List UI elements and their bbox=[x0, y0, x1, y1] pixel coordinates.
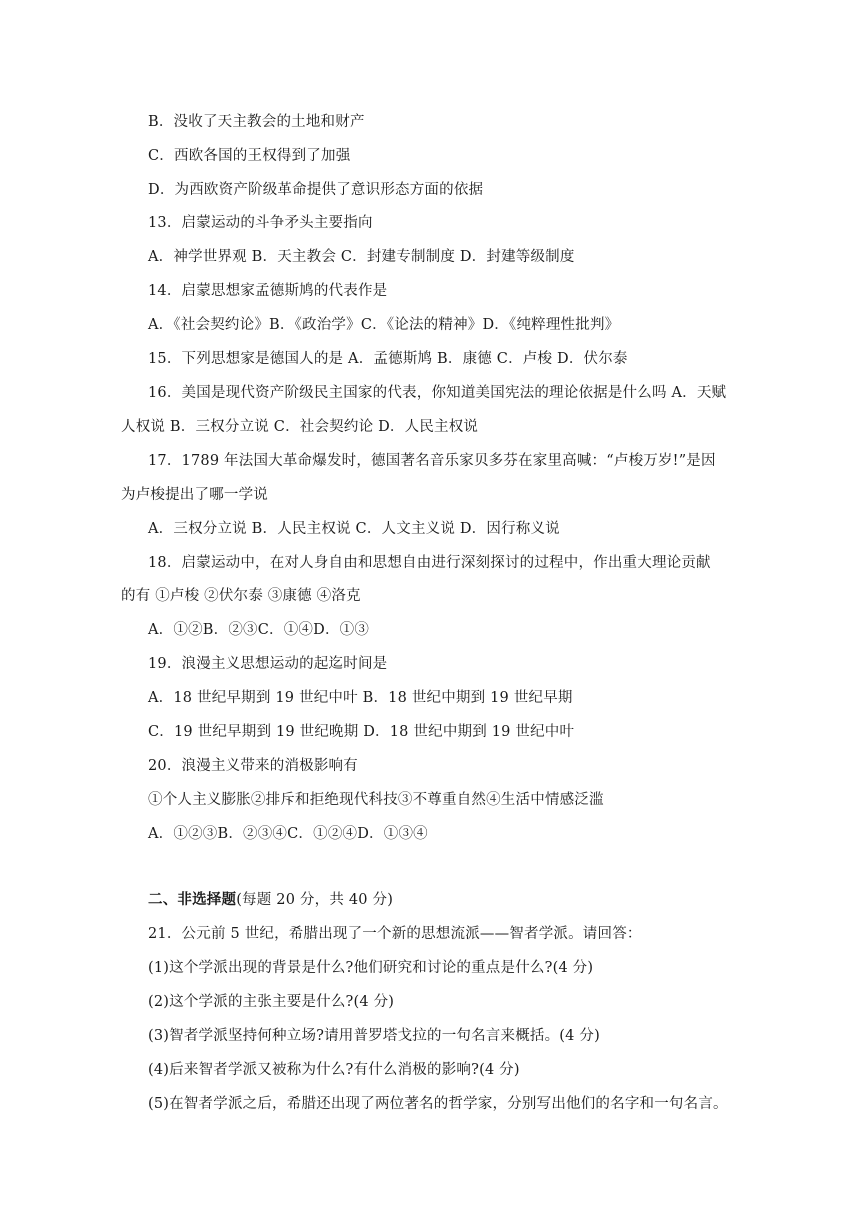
q21-sub-4: (4)后来智者学派又被称为什么?有什么消极的影响?(4 分) bbox=[148, 1062, 520, 1078]
q15-stem: 15．下列思想家是德国人的是 A．孟德斯鸠 B．康德 C．卢梭 D．伏尔泰 bbox=[148, 351, 628, 367]
q12-option-d: D．为西欧资产阶级革命提供了意识形态方面的依据 bbox=[148, 182, 484, 198]
q21-sub-5: (5)在智者学派之后，希腊还出现了两位著名的哲学家，分别写出他们的名字和一句名言。 bbox=[148, 1096, 728, 1112]
q18-stem-line2: 的有 ①卢梭 ②伏尔泰 ③康德 ④洛克 bbox=[121, 588, 361, 604]
q21-sub-1: (1)这个学派出现的背景是什么?他们研究和讨论的重点是什么?(4 分) bbox=[148, 960, 594, 976]
q18-options: A．①②B．②③C．①④D．①③ bbox=[148, 622, 370, 638]
q20-stem: 20．浪漫主义带来的消极影响有 bbox=[148, 758, 358, 774]
section-heading-title: 二、非选择题 bbox=[148, 891, 237, 908]
q18-stem-line1: 18．启蒙运动中，在对人身自由和思想自由进行深刻探讨的过程中，作出重大理论贡献 bbox=[148, 555, 711, 571]
q20-items: ①个人主义膨胀②排斥和拒绝现代科技③不尊重自然④生活中情感泛滥 bbox=[148, 792, 604, 808]
q21-stem: 21．公元前 5 世纪，希腊出现了一个新的思想流派——智者学派。请回答： bbox=[148, 926, 642, 942]
q12-option-b: B．没收了天主教会的土地和财产 bbox=[148, 114, 365, 130]
q14-options: A．《社会契约论》B．《政治学》C．《论法的精神》D．《纯粹理性批判》 bbox=[148, 317, 620, 333]
section-heading-note: (每题 20 分，共 40 分) bbox=[236, 892, 394, 908]
q13-options: A．神学世界观 B．天主教会 C．封建专制制度 D．封建等级制度 bbox=[148, 249, 575, 265]
q17-stem-line1: 17．1789 年法国大革命爆发时，德国著名音乐家贝多芬在家里高喊：“卢梭万岁!”是因 bbox=[148, 453, 716, 469]
q20-options: A．①②③B．②③④C．①②④D．①③④ bbox=[148, 826, 428, 842]
q17-stem-line2: 为卢梭提出了哪一学说 bbox=[121, 487, 268, 503]
q16-stem-line2: 人权说 B．三权分立说 C．社会契约论 D．人民主权说 bbox=[121, 419, 479, 435]
q21-sub-3: (3)智者学派坚持何种立场?请用普罗塔戈拉的一句名言来概括。(4 分) bbox=[148, 1028, 600, 1044]
q19-options-line1: A．18 世纪早期到 19 世纪中叶 B．18 世纪中期到 19 世纪早期 bbox=[148, 690, 573, 706]
q14-stem: 14．启蒙思想家孟德斯鸠的代表作是 bbox=[148, 283, 388, 299]
q13-stem: 13．启蒙运动的斗争矛头主要指向 bbox=[148, 215, 373, 231]
q21-sub-2: (2)这个学派的主张主要是什么?(4 分) bbox=[148, 994, 395, 1010]
q12-option-c: C．西欧各国的王权得到了加强 bbox=[148, 148, 351, 164]
q16-stem-line1: 16．美国是现代资产阶级民主国家的代表，你知道美国宪法的理论依据是什么吗 A．天赋 bbox=[148, 385, 727, 401]
q19-stem: 19．浪漫主义思想运动的起迄时间是 bbox=[148, 656, 388, 672]
q17-options: A．三权分立说 B．人民主权说 C．人文主义说 D．因行称义说 bbox=[148, 521, 560, 537]
q19-options-line2: C．19 世纪早期到 19 世纪晚期 D．18 世纪中期到 19 世纪中叶 bbox=[148, 724, 575, 740]
section-heading bbox=[148, 890, 393, 910]
